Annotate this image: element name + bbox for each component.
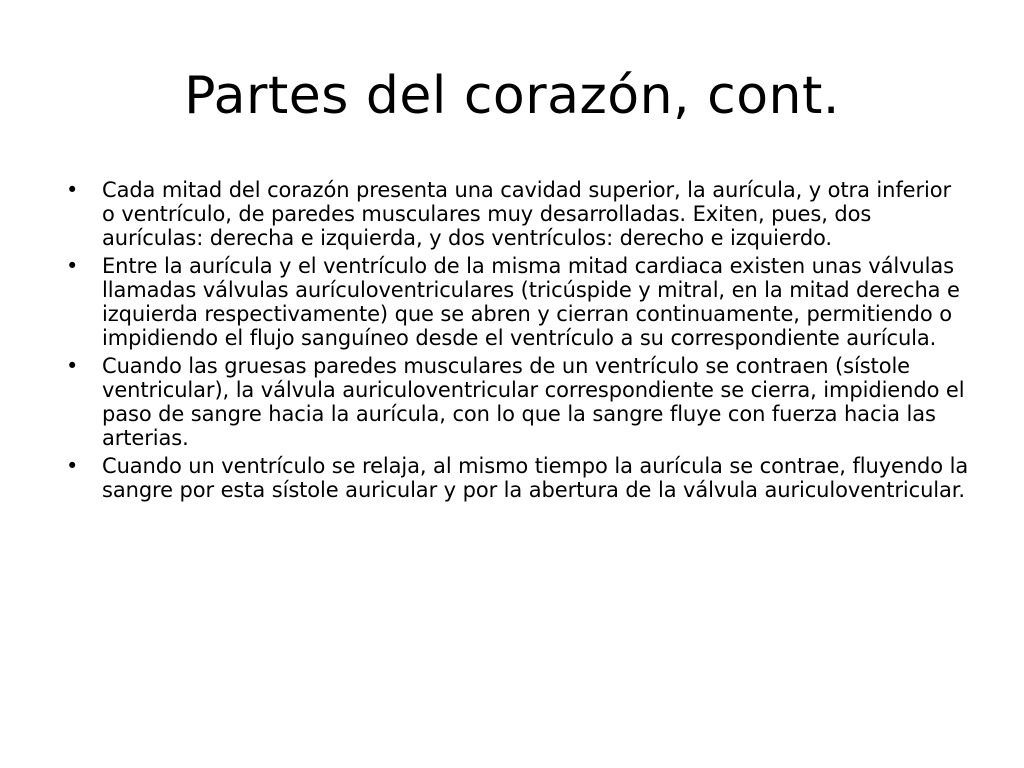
bullet-list	[60, 178, 970, 506]
bullet-text: Cuando las gruesas paredes musculares de un ventrículo se contraen (sístole ventricular), la válvula auriculoventricular correspondiente se cierra, impidiendo el paso de sangre hacia la aurícula, con lo que la sangre fluye con fuerza hacia las arterias.	[102, 354, 965, 450]
bullet-icon: •	[66, 178, 79, 202]
bullet-text: Cada mitad del corazón presenta una cavidad superior, la aurícula, y otra inferior o ventrículo, de paredes musculares muy desarrolladas. Exiten, pues, dos aurículas: derecha e izquierda, y dos ventrículos: derecho e izquierdo.	[102, 178, 952, 250]
bullet-item	[60, 354, 970, 450]
bullet-text: Cuando un ventrículo se relaja, al mismo tiempo la aurícula se contrae, fluyendo la sangre por esta sístole auricular y por la abertura de la válvula auriculoventricular.	[102, 454, 969, 502]
bullet-item	[60, 254, 970, 350]
bullet-icon: •	[66, 354, 79, 378]
bullet-icon: •	[66, 254, 79, 278]
bullet-icon: •	[66, 454, 79, 478]
bullet-item	[60, 178, 970, 250]
bullet-text: Entre la aurícula y el ventrículo de la misma mitad cardiaca existen unas válvulas llamadas válvulas aurículoventriculares (tricúspide y mitral, en la mitad derecha e izquierda respectivamente) que se abren y cierran continuamente, permitiendo o impidiendo el flujo sanguíneo desde el ventrículo a su correspondiente aurícula.	[102, 254, 960, 350]
slide-title: Partes del corazón, cont.	[184, 66, 840, 126]
bullet-item	[60, 454, 970, 502]
